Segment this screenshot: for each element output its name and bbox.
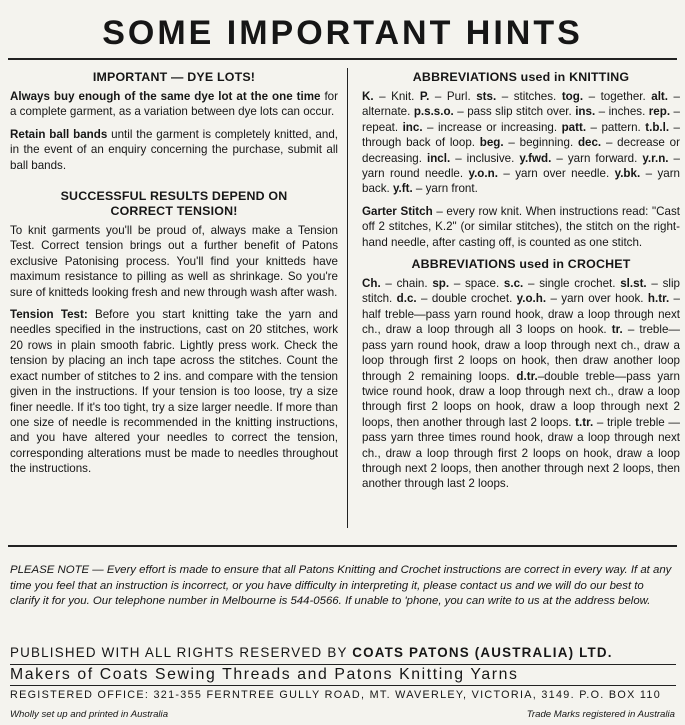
crochet-abbrev-term: sl.st. bbox=[620, 277, 647, 291]
crochet-abbrev-term: s.c. bbox=[503, 277, 524, 291]
tension-test-bold: Tension Test: bbox=[10, 308, 88, 322]
knitting-abbrev-definition: – pass slip stitch over. bbox=[453, 105, 576, 119]
crochet-abbrev-paragraph bbox=[362, 276, 680, 492]
middle-divider bbox=[8, 545, 677, 547]
knitting-abbrev-definition: – Knit. bbox=[373, 90, 420, 103]
garter-stitch-bold: Garter Stitch bbox=[362, 204, 433, 218]
crochet-abbrev-term: sp. bbox=[432, 277, 450, 291]
crochet-abbrev-term: t.tr. bbox=[575, 415, 594, 429]
knitting-abbrev-term: y.o.n. bbox=[468, 167, 498, 181]
makers-line: Makers of Coats Sewing Threads and Patons Knitting Yarns bbox=[10, 664, 676, 686]
ball-bands-bold: Retain ball bands bbox=[10, 127, 108, 141]
knitting-abbrev-term: P. bbox=[419, 90, 430, 103]
tension-test-text: Before you start knitting take the yarn and needles specified in the instructions, cast on 20 stitches, work 20 rows in plain smooth fabric. Lightly press work. Check the tension by placing an inch tape across the stitches. Count the exact number of stitches to 2 ins. and compare with the tension given in the instructions. If your tension is too loose, try a size finer needle. If it's too tight, try a size larger needle. If more than one size of needle is recommended in the knitting instructions, and you have altered your needles to correct the tension, corresponding alterations must be made to needles throughout the instructions. bbox=[10, 308, 338, 476]
crochet-abbrev-definition: – space. bbox=[449, 277, 504, 291]
knitting-abbrev-term: y.ft. bbox=[392, 182, 413, 196]
printed-in-note: Wholly set up and printed in Australia bbox=[10, 709, 169, 720]
knitting-abbrev-definition: – beginning. bbox=[503, 136, 578, 150]
crochet-abbrev-definition: – triple treble — pass yarn three times round hook, draw a loop through next ch., draw a loop through first 2 loops on hook, draw a loop through next 2 loops, then another through next 2 loops, then another through last 2 loops. bbox=[362, 415, 680, 491]
column-divider bbox=[347, 68, 348, 528]
knitting-abbrev-definition: – Purl. bbox=[429, 90, 477, 103]
knitting-abbrev-definition: – pattern. bbox=[586, 120, 646, 134]
garter-stitch-paragraph bbox=[362, 204, 680, 250]
knitting-abbrev-paragraph bbox=[362, 89, 680, 197]
garter-stitch-text: – every row knit. When instructions read: "Cast off 2 stitches, K.2" (or similar stitches), the stitch on the right-hand needle, after casting off, is counted as one stitch. bbox=[362, 204, 680, 249]
published-line bbox=[10, 645, 613, 660]
knitting-abbrev-term: y.fwd. bbox=[519, 151, 552, 165]
published-text: PUBLISHED WITH ALL RIGHTS RESERVED BY bbox=[10, 645, 353, 660]
crochet-abbrev-definition: – treble—pass yarn round hook, draw a loop through next ch., draw a loop through first 2 loops on hook, then draw another loop through 2 remaining loops. bbox=[362, 323, 680, 383]
registered-office-line: REGISTERED OFFICE: 321-355 FERNTREE GULLY ROAD, MT. WAVERLEY, VICTORIA, 3149. P.O. BOX 110 bbox=[10, 689, 662, 701]
crochet-abbrev-definition: –double treble—pass yarn twice round hook, draw a loop through next ch., draw a loop through first 2 loops on hook, draw a loop through next 2 loops, then another through last 2 loops. bbox=[362, 369, 680, 429]
knitting-abbrev-definition: – repeat. bbox=[362, 105, 680, 134]
knitting-abbrev-definition: – decrease or decreasing. bbox=[362, 136, 680, 165]
crochet-abbrev-definition: – chain. bbox=[380, 277, 433, 291]
knitting-abbrev-definition: – together. bbox=[583, 90, 652, 103]
crochet-abbrev-term: d.tr. bbox=[516, 369, 538, 383]
crochet-abbrev-term: Ch. bbox=[362, 277, 381, 291]
knitting-abbrev-definition: – yarn back. bbox=[362, 167, 681, 196]
knitting-abbrev-term: incl. bbox=[426, 151, 451, 165]
ball-bands-paragraph bbox=[10, 127, 338, 173]
knitting-abbrev-term: patt. bbox=[561, 120, 587, 134]
crochet-abbrev-term: y.o.h. bbox=[516, 292, 547, 306]
knitting-abbrev-term: p.s.s.o. bbox=[413, 105, 454, 119]
knitting-abbrev-term: alt. bbox=[651, 90, 669, 103]
tension-test-paragraph bbox=[10, 307, 338, 476]
tension-paragraph: To knit garments you'll be proud of, always make a Tension Test. Correct tension brings out a further benefit of Patons exclusive Patonising process. You'll find your knitteds have maximum resistance to pilling as well as shrinkage. So you're sure of knitteds looking fresh and new through wash after wash. bbox=[10, 224, 338, 299]
knitting-abbrev-term: rep. bbox=[648, 105, 671, 119]
knitting-abbrev-term: dec. bbox=[577, 136, 602, 150]
knitting-abbrev-definition: – inclusive. bbox=[450, 151, 520, 165]
knitting-abbrev-term: beg. bbox=[479, 136, 504, 150]
knitting-abbrev-term: ins. bbox=[575, 105, 596, 119]
knitting-abbrev-term: t.b.l. bbox=[645, 120, 670, 134]
knitting-abbrev-term: tog. bbox=[561, 90, 584, 103]
crochet-abbrev-term: tr. bbox=[611, 323, 623, 337]
dye-lots-bold: Always buy enough of the same dye lot at the one time bbox=[10, 90, 321, 103]
right-column bbox=[362, 70, 680, 499]
crochet-abbrev-definition: – slip stitch. bbox=[362, 277, 680, 306]
company-name: COATS PATONS (AUSTRALIA) LTD. bbox=[352, 645, 613, 660]
knitting-abbrev-term: y.bk. bbox=[614, 167, 641, 181]
knitting-abbrev-term: sts. bbox=[476, 90, 497, 103]
crochet-abbrev-definition: – half treble—pass yarn round hook, draw a loop through next ch., draw a loop through all 3 loops on hook. bbox=[362, 292, 680, 337]
left-column bbox=[10, 70, 338, 484]
knitting-abbrev-term: K. bbox=[362, 90, 374, 103]
please-note-paragraph: PLEASE NOTE — Every effort is made to ensure that all Patons Knitting and Crochet instructions are correct in every way. If at any time you feel that an instruction is incorrect, or you have difficulty in interpreting it, please contact us and we will do our best to clarify it for you. Our telephone number in Melbourne is 544-0566. If unable to 'phone, you can write to us at the address below. bbox=[10, 564, 672, 608]
knitting-abbrev-definition: – yarn round needle. bbox=[362, 151, 680, 181]
knitting-abbrev-definition: – alternate. bbox=[362, 90, 681, 119]
knitting-abbrev-definition: – inches. bbox=[595, 105, 649, 119]
crochet-abbrev-term: h.tr. bbox=[647, 292, 670, 306]
crochet-abbrev-heading: ABBREVIATIONS used in CROCHET bbox=[411, 257, 631, 272]
trade-marks-note: Trade Marks registered in Australia bbox=[526, 709, 675, 720]
knitting-abbrev-term: y.r.n. bbox=[642, 151, 669, 165]
knitting-abbrev-definition: – through back of loop. bbox=[362, 120, 680, 150]
dye-lots-paragraph bbox=[10, 89, 338, 120]
knitting-abbrev-definition: – stitches. bbox=[496, 90, 562, 103]
knitting-abbrev-definition: – yarn front. bbox=[412, 182, 478, 196]
crochet-abbrev-term: d.c. bbox=[396, 292, 417, 306]
top-divider bbox=[8, 58, 677, 60]
crochet-abbrev-definition: – yarn over hook. bbox=[546, 292, 648, 306]
crochet-abbrev-definition: – single crochet. bbox=[523, 277, 621, 291]
tension-heading: SUCCESSFUL RESULTS DEPEND ON CORRECT TENSION! bbox=[60, 189, 288, 219]
crochet-abbrev-definition: – double crochet. bbox=[416, 292, 517, 306]
dye-lots-text: for a complete garment, as a variation between dye lots can occur. bbox=[10, 90, 338, 119]
knitting-abbrev-definition: – yarn over needle. bbox=[497, 167, 615, 181]
knitting-abbrev-definition: – increase or increasing. bbox=[422, 120, 562, 134]
dye-lots-heading: IMPORTANT — DYE LOTS! bbox=[92, 70, 256, 84]
page-title: SOME IMPORTANT HINTS bbox=[102, 14, 583, 52]
knitting-abbrev-definition: – yarn forward. bbox=[551, 151, 643, 165]
knitting-abbrev-heading: ABBREVIATIONS used in KNITTING bbox=[412, 70, 630, 84]
ball-bands-text: until the garment is completely knitted, and, in the event of an enquiry concerning the purchase, submit all ball bands. bbox=[10, 127, 338, 172]
knitting-abbrev-term: inc. bbox=[402, 120, 423, 134]
